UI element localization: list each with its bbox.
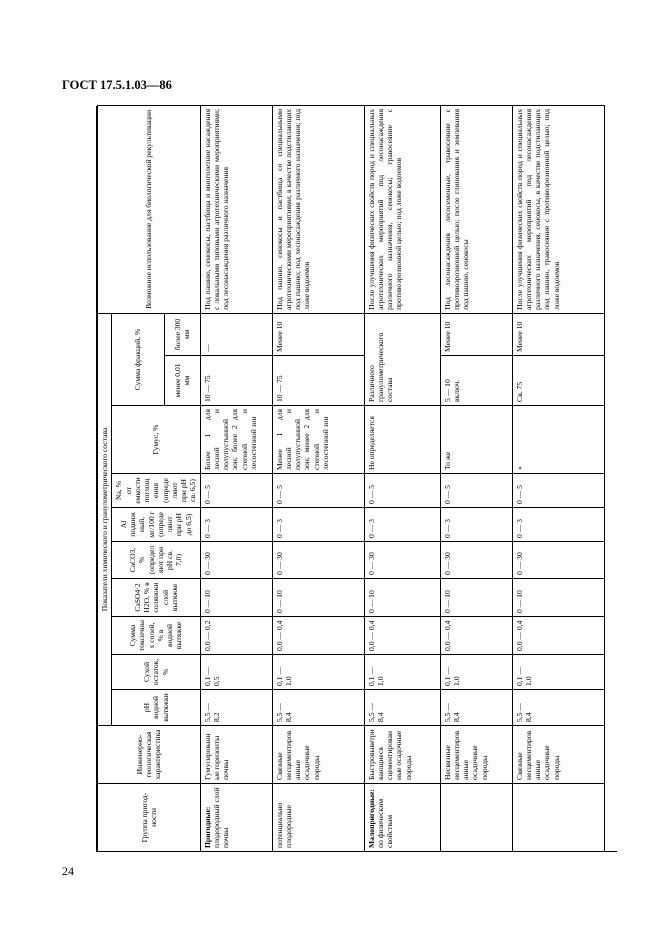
usage-cell: Под пашню, сенокосы, пастбища и многолетние насаждения с локальными типовыми агротехническими мероприятиями; под лесонасаждения различного назначения [200,105,272,313]
gypsum-cell: 0 — 10 [512,579,604,617]
fraction-large-cell: — [200,313,272,355]
toxic-salts-cell: 0,0 — 0,4 [364,617,440,655]
ph-cell: 5,5 — 8,4 [512,690,604,726]
toxic-salts-cell: 0,0 — 0,4 [512,617,604,655]
ph-cell: 5,5 — 8,4 [440,690,512,726]
group-cell [440,784,512,852]
al-cell: 0 — 3 [440,508,512,542]
usage-cell: После улучшения физических свойств пород и специальных агротехнических мероприятий под лесонасаждения различного назначения, сенокосы, в качестве подстилающих под пашню, травосеяние с противоэрозионной целью; под ложе водоемов [512,105,604,313]
header-group: Группа пригод-ности [98,784,201,852]
table-row [200,105,272,851]
group-subtitle: потенциально плодородные [274,802,293,848]
ph-cell: 5,5 — 8,2 [200,690,272,726]
header-dry-residue: Сухой остаток, % [112,655,200,690]
caco3-cell: 0 — 30 [272,542,364,579]
humus-cell: Более 1 для лесной и полупустынной зон; более 2 для степной и лесостепной зон [200,406,272,474]
al-cell: 0 — 3 [512,508,604,542]
gypsum-cell: 0 — 10 [272,579,364,617]
fraction-small-cell: 10 — 75 [200,356,272,406]
humus-cell: Менее 1 для лесной и полупустынной зон; менее 2 для степной и лесостепной зон [272,406,364,474]
caco3-cell: 0 — 30 [364,542,440,579]
toxic-salts-cell: 0,0 — 0,4 [440,617,512,655]
fraction-small-cell: 10 — 75 [272,356,364,406]
caco3-cell: 0 — 30 [440,542,512,579]
dry-residue-cell: 0,1 — 0,5 [200,655,272,690]
al-cell: 0 — 3 [200,508,272,542]
caco3-cell: 0 — 30 [512,542,604,579]
gypsum-cell: 0 — 10 [200,579,272,617]
fraction-large-cell: Менее 10 [272,313,364,355]
fraction-small-cell: 5 — 10 включ. [440,356,512,406]
header-toxic-salts: Сумма токсичных солей, % в водной вытяжке [112,617,200,655]
soil-suitability-table [97,105,605,852]
lithology-cell: Гумусированные горизонты почвы [200,726,272,784]
table-row [272,105,364,851]
toxic-salts-cell: 0,0 — 0,2 [200,617,272,655]
group-cell [272,784,364,852]
na-cell: 0 — 5 [440,474,512,508]
page-header: ГОСТ 17.5.1.03—86 [62,78,172,92]
usage-cell: Под пашню, сенокосы и пастбища со специальными агротехническими мероприятиями; в качестве подстилающих под пашню; под лесонасаждения различного назначения; под ложе водоемов [272,105,364,313]
group-cell [200,784,272,852]
na-cell: 0 — 5 [364,474,440,508]
header-caco3: CaCO3, % (определяют при pH св. 7,0) [112,542,200,579]
dry-residue-cell: 0,1 — 1,0 [512,655,604,690]
header-ph: pH водной вытяжки [112,690,200,726]
ph-cell: 5,5 — 8,4 [272,690,364,726]
table-row [440,105,512,851]
ph-cell: 5,5 — 8,4 [364,690,440,726]
dry-residue-cell: 0,1 — 1,0 [364,655,440,690]
group-cell [512,784,604,852]
table-row [364,105,440,851]
group-title-low: Малопригодные: [366,789,376,848]
usage-cell: После улучшения физических свойств пород и специальных агротехнических мероприятий под лесонасаждения различного назначения, сенокосы; травосеяние с противоэрозионной целью; под ложе водоемов [364,105,440,313]
rotated-table-frame [96,106,617,852]
al-cell: 0 — 3 [272,508,364,542]
lithology-cell: Несвязные несцементированные осадочные породы [440,726,512,784]
table-row [512,105,604,851]
header-fraction-large: более 300 мм [164,313,200,355]
toxic-salts-cell: 0,0 — 0,4 [272,617,364,655]
na-cell: 0 — 5 [272,474,364,508]
lithology-cell: Быстровыветривающиеся сцементированные осадочные породы [364,726,440,784]
header-indicators: Показатели химического и гранулометрического состава [98,313,112,725]
gypsum-cell: 0 — 10 [440,579,512,617]
header-gypsum: CaSO4·2H2O, % в солянокислой вытяжке [112,579,200,617]
caco3-cell: 0 — 30 [200,542,272,579]
fraction-small-cell: Св. 75 [512,356,604,406]
header-lithology: Инженерно-геологическая характеристика [98,726,201,784]
header-humus: Гумус, % [112,406,200,474]
rotated-table-container [97,106,618,852]
fractions-merged-cell: Различного гранулометрического состава [364,313,440,405]
group-subtitle: плодородный слой почвы [211,787,230,848]
header-usage: Возможное использование для биологической рекультивации [98,105,201,313]
group-cell [364,784,440,852]
fraction-large-cell: Менее 10 [512,313,604,355]
group-title-suitable: Пригодные: [202,806,212,848]
gypsum-cell: 0 — 10 [364,579,440,617]
page-number: 24 [62,864,74,878]
group-subtitle: по физическим свойствам [375,798,394,848]
fraction-large-cell: Менее 10 [440,313,512,355]
humus-cell: » [512,406,604,474]
header-fractions: Сумма фракций, % [112,313,164,405]
lithology-cell: Связные несцементированные осадочные породы [512,726,604,784]
header-al: Al подвижный, мг/100 г (определяют при pH до 6,5) [112,508,200,542]
header-fraction-small: менее 0,01 мм [164,356,200,406]
usage-cell: Под лесонасаждения лесосеменные, травосеяние с противоэрозионной целью; после глинования и землевания под пашню, сенокосы [440,105,512,313]
lithology-cell: Связные несцементированные осадочные породы [272,726,364,784]
header-na: Na, % от емкости поглощения (определяют при pH св. 6,5) [112,474,200,508]
na-cell: 0 — 5 [200,474,272,508]
na-cell: 0 — 5 [512,474,604,508]
dry-residue-cell: 0,1 — 1,0 [440,655,512,690]
al-cell: 0 — 3 [364,508,440,542]
dry-residue-cell: 0,1 — 1,0 [272,655,364,690]
humus-cell: То же [440,406,512,474]
humus-cell: Не определяется [364,406,440,474]
